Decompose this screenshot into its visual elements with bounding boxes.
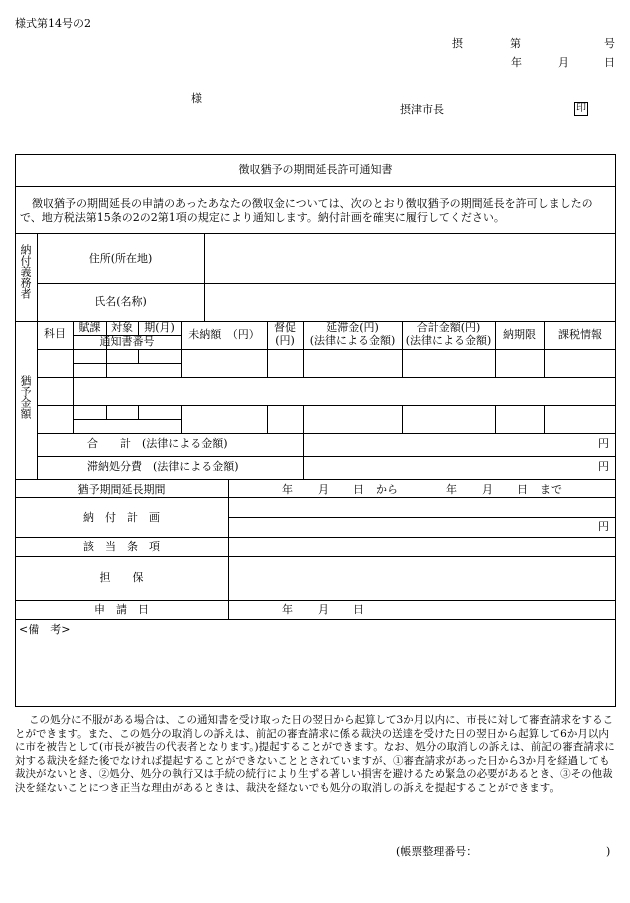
period-to-year: 年 [446,483,457,496]
header-month: 月 [558,56,569,69]
period-to-day: 日 [517,483,528,496]
seal-mark: 印 [576,103,586,114]
col-subject: 科目 [44,327,66,340]
col-total: 合計金額(円) (法律による金額) [405,321,492,347]
col-period: 期(月) [144,321,175,334]
ref-number-label: (帳票整理番号： [396,845,478,858]
plan-yen: 円 [598,520,609,533]
col-tokusoku: 督促 (円) [274,321,296,347]
application-date-label: 申 請 日 [94,603,149,616]
period-to-month: 月 [482,483,493,496]
doc-no-suffix: 号 [604,37,615,50]
clause-label: 該 当 条 項 [83,540,160,553]
issuer: 摂津市長 [400,103,444,116]
ref-number-close: ) [606,845,611,858]
col-delinquency: 延滞金(円) (法律による金額) [309,321,396,347]
application-month: 月 [318,603,329,616]
application-year: 年 [282,603,293,616]
application-day: 日 [353,603,364,616]
doc-no-label: 第 [510,37,521,50]
disposal-yen: 円 [598,460,609,473]
name-label: 氏名(名称) [94,295,147,308]
col-notice-no: 通知書番号 [99,335,155,348]
period-from-word: から [376,483,398,496]
period-to-word: まで [540,483,562,496]
col-unpaid: 未納額 （円） [188,328,260,341]
disposal-label: 滞納処分費 (法律による金額) [87,460,239,473]
col-fuka: 賦課 [78,321,101,334]
plan-label: 納 付 計 画 [83,511,160,524]
addressee-suffix: 様 [191,92,202,105]
col-due: 納期限 [503,328,536,341]
col-tax-info: 課税情報 [558,328,602,341]
doc-no-prefix: 摂 [452,37,463,50]
form-frame [15,154,616,707]
taxpayer-section-label: 納付義務者 [19,244,32,299]
total-yen: 円 [598,437,609,450]
period-from-year: 年 [282,483,293,496]
collateral-label: 担 保 [99,571,144,584]
col-taisho: 対象 [111,321,133,334]
intro-text: 徴収猶予の期間延長の申請のあったあなたの徴収金については、次のとおり徴収猶予の期間延長を許可しましたので、地方税法第15条の2の2第1項の規定により通知します。納付計画を確実に履行してください。 [20,197,593,224]
notice-title: 徴収猶予の期間延長許可通知書 [238,163,393,176]
form-number: 様式第14号の2 [15,17,91,30]
appeal-note: この処分に不服がある場合は、この通知書を受け取った日の翌日から起算して3か月以内に、市長に対して審査請求をすることができます。また、この処分の取消しの訴えは、前記の審査請求に係る裁決の送達を受けた日の翌日から起算して6か月以内に市を被告として(市長が被告の代表者となります。)提起することができます。なお、処分の取消しの訴えは、前記の審査請求に対する裁決を経た後でなければ提起することができないこととされていますが、①審査請求があった日から3か月を経過しても裁決がないとき、②処分、処分の執行又は手続の続行により生ずる著しい損害を避けるため緊急の必要があるとき、③その他裁決を経ないことにつき正当な理由があるときは、裁決を経ないでも処分の取消しの訴えを提起することができます。 [15,714,615,794]
period-from-month: 月 [318,483,329,496]
header-year: 年 [511,56,522,69]
period-label: 猶予期間延長期間 [77,483,166,496]
total-label: 合 計 (法律による金額) [87,437,228,450]
period-from-day: 日 [353,483,364,496]
address-label: 住所(所在地) [88,252,153,265]
remarks-label: <備 考> [19,623,71,636]
header-day: 日 [604,56,615,69]
amount-section-label: 猶予金額 [19,375,32,419]
